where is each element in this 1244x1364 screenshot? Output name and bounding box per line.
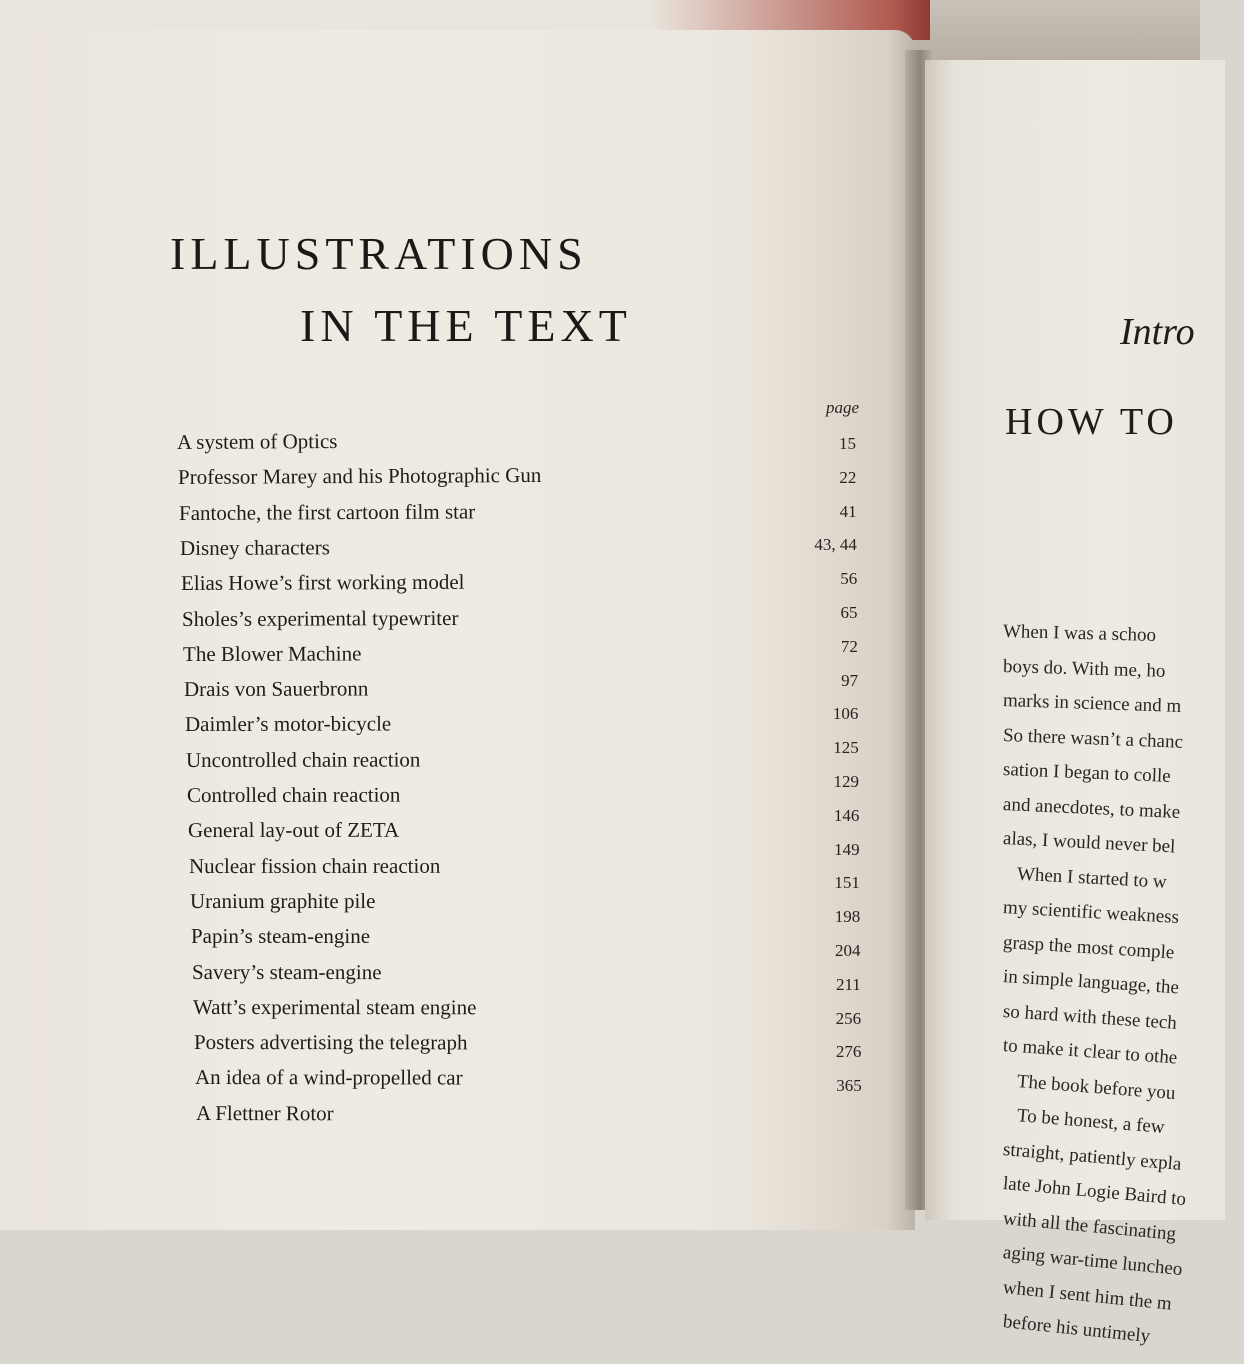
illustration-title: Papin’s steam-engine: [191, 924, 371, 949]
body-text-line: sation I began to colle: [1002, 759, 1172, 787]
illustration-title: Savery’s steam-engine: [191, 959, 382, 984]
illustration-title: A system of Optics: [176, 429, 338, 454]
illustration-title: Posters advertising the telegraph: [193, 1030, 468, 1055]
illustration-title: Uncontrolled chain reaction: [185, 747, 421, 772]
heading-line-1: ILLUSTRATIONS: [170, 228, 588, 279]
illustration-page-number: 198: [834, 907, 861, 927]
illustration-page-number: 256: [835, 1008, 862, 1028]
body-text-line: and anecdotes, to make: [1002, 793, 1181, 823]
illustration-title: Fantoche, the first cartoon film star: [178, 499, 476, 525]
body-text-line: boys do. With me, ho: [1002, 655, 1166, 682]
body-text-line: So there wasn’t a chanc: [1002, 724, 1184, 753]
illustration-title: A Flettner Rotor: [195, 1100, 334, 1125]
illustration-page-number: 204: [835, 941, 861, 960]
illustration-page-number: 41: [839, 501, 857, 521]
body-text-line: so hard with these tech: [1002, 1000, 1178, 1034]
illustration-title: Sholes’s experimental typewriter: [181, 605, 459, 631]
body-text-line: alas, I would never bel: [1002, 828, 1176, 858]
body-text-line: with all the fascinating: [1002, 1207, 1177, 1245]
illustration-page-number: 129: [833, 772, 859, 791]
body-text-line: marks in science and m: [1002, 690, 1182, 718]
illustration-title: Watt’s experimental steam engine: [192, 994, 477, 1020]
chapter-label: Intro: [1120, 311, 1195, 353]
chapter-title: HOW TO: [1005, 401, 1178, 443]
illustration-title: Nuclear fission chain reaction: [188, 853, 441, 878]
illustration-page-number: 56: [840, 569, 858, 589]
illustration-title: Elias Howe’s first working model: [180, 569, 465, 596]
illustration-title: Drais von Sauerbronn: [183, 676, 369, 702]
illustration-page-number: 106: [832, 704, 859, 724]
illustration-title: Professor Marey and his Photographic Gun: [177, 463, 542, 490]
illustration-page-number: 146: [833, 805, 860, 825]
body-text-line: grasp the most comple: [1002, 931, 1175, 963]
illustration-page-number: 211: [835, 974, 861, 994]
page-column-label: page: [826, 398, 860, 417]
illustration-page-number: 151: [834, 873, 860, 893]
illustration-page-number: 22: [839, 467, 857, 487]
illustration-page-number: 97: [841, 670, 859, 690]
heading-line-2: IN THE TEXT: [300, 300, 632, 351]
illustration-title: The Blower Machine: [182, 641, 362, 666]
body-text-line: When I started to w: [1016, 863, 1168, 893]
body-text-line: late John Logie Baird to: [1002, 1173, 1187, 1211]
illustration-title: Uranium graphite pile: [189, 888, 376, 913]
illustration-page-number: 149: [834, 839, 860, 859]
illustration-title: An idea of a wind-propelled car: [194, 1065, 463, 1090]
body-text-line: When I was a schoo: [1002, 621, 1157, 647]
illustration-title: Controlled chain reaction: [186, 782, 401, 807]
body-text-line: in simple language, the: [1002, 966, 1180, 999]
illustration-page-number: 15: [839, 434, 856, 453]
illustration-page-number: 125: [833, 738, 859, 758]
illustration-page-number: 365: [836, 1076, 862, 1096]
body-text-line: To be honest, a few: [1016, 1105, 1166, 1138]
body-text-line: my scientific weakness: [1002, 897, 1180, 929]
illustration-page-number: 276: [835, 1042, 862, 1062]
illustration-title: General lay-out of ZETA: [187, 818, 400, 843]
right-page: [925, 60, 1225, 1348]
illustration-page-number: 65: [840, 603, 858, 622]
illustration-page-number: 43, 44: [814, 535, 857, 555]
body-text-line: The book before you: [1016, 1070, 1177, 1104]
body-text-line: straight, patiently expla: [1002, 1138, 1183, 1175]
illustration-title: Disney characters: [179, 535, 330, 560]
illustration-title: Daimler’s motor-bicycle: [184, 711, 392, 737]
body-text-line: to make it clear to othe: [1002, 1035, 1178, 1069]
illustration-page-number: 72: [840, 636, 858, 656]
body-text-line: when I sent him the m: [1002, 1276, 1173, 1315]
chapter-body-text: [1001, 615, 1243, 1348]
body-text-line: before his untimely: [1001, 1311, 1152, 1348]
body-text-line: aging war-time luncheo: [1002, 1242, 1184, 1281]
